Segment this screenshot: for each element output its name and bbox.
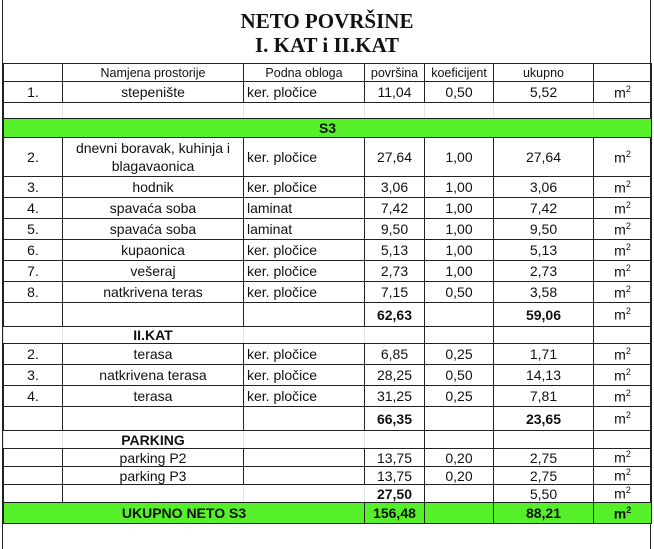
header-unit — [594, 64, 652, 82]
row-no: 8. — [4, 282, 63, 303]
section-parking-row — [4, 431, 652, 449]
row-area: 11,04 — [365, 82, 425, 103]
row-area: 13,75 — [365, 449, 425, 467]
table-row — [4, 261, 652, 282]
row-total: 14,13 — [494, 365, 594, 386]
row-unit: $m^2$ — [594, 219, 652, 240]
row-floor: ker. pločice — [244, 282, 365, 303]
row-floor: ker. pločice — [244, 386, 365, 407]
row-total: 7,42 — [494, 198, 594, 219]
row-unit: $m^2$ — [594, 261, 652, 282]
s3-sum-total: 59,06 — [494, 303, 594, 327]
row-floor: ker. pločice — [244, 344, 365, 365]
row-unit: $m^2$ — [594, 467, 652, 485]
table-row — [4, 138, 652, 177]
row-total: 2,73 — [494, 261, 594, 282]
row-total: 5,13 — [494, 240, 594, 261]
row-total: 3,06 — [494, 177, 594, 198]
grand-total-total: 88,21 — [494, 503, 594, 524]
section-s3-label: S3 — [4, 119, 652, 138]
row-name: parking P2 — [63, 449, 244, 467]
row-floor: ker. pločice — [244, 177, 365, 198]
table-row — [4, 240, 652, 261]
parking-sum-row — [4, 485, 652, 503]
row-coef: 0,50 — [425, 365, 494, 386]
section-iikat-row — [4, 327, 652, 344]
iikat-sum-unit: $m^2$ — [594, 407, 652, 431]
row-name: terasa — [63, 344, 244, 365]
header-no — [4, 64, 63, 82]
row-no: 2. — [4, 344, 63, 365]
row-total: 2,75 — [494, 449, 594, 467]
row-area: 5,13 — [365, 240, 425, 261]
row-no: 1. — [4, 82, 63, 103]
iikat-sum-total: 23,65 — [494, 407, 594, 431]
row-name: dnevni boravak, kuhinja i blagavaonica — [63, 138, 244, 177]
row-name: spavaća soba — [63, 198, 244, 219]
table-row — [4, 386, 652, 407]
row-area: 9,50 — [365, 219, 425, 240]
row-no: 7. — [4, 261, 63, 282]
row-area: 27,64 — [365, 138, 425, 177]
row-area: 28,25 — [365, 365, 425, 386]
row-unit: $m^2$ — [594, 82, 652, 103]
grand-total-area: 156,48 — [365, 503, 425, 524]
iikat-sum-row — [4, 407, 652, 431]
row-name: natkrivena terasa — [63, 365, 244, 386]
row-total: 5,52 — [494, 82, 594, 103]
row-no: 4. — [4, 198, 63, 219]
row-name: parking P3 — [63, 467, 244, 485]
row-name: natkrivena teras — [63, 282, 244, 303]
s3-sum-area: 62,63 — [365, 303, 425, 327]
parking-sum-unit: $m^2$ — [594, 485, 652, 503]
row-name: hodnik — [63, 177, 244, 198]
row-name: terasa — [63, 386, 244, 407]
row-name: spavaća soba — [63, 219, 244, 240]
row-floor — [244, 449, 365, 467]
row-coef: 1,00 — [425, 219, 494, 240]
row-total: 1,71 — [494, 344, 594, 365]
row-no: 3. — [4, 177, 63, 198]
row-coef: 1,00 — [425, 198, 494, 219]
row-unit: $m^2$ — [594, 386, 652, 407]
row-coef: 0,25 — [425, 386, 494, 407]
area-table — [3, 63, 652, 524]
table-row — [4, 365, 652, 386]
row-unit: $m^2$ — [594, 198, 652, 219]
row-area: 7,42 — [365, 198, 425, 219]
row-no: 3. — [4, 365, 63, 386]
row-area: 13,75 — [365, 467, 425, 485]
row-total: 9,50 — [494, 219, 594, 240]
row-no — [4, 467, 63, 485]
row-name: vešeraj — [63, 261, 244, 282]
row-area: 6,85 — [365, 344, 425, 365]
row-no: 6. — [4, 240, 63, 261]
row-coef: 1,00 — [425, 138, 494, 177]
row-area: 2,73 — [365, 261, 425, 282]
table-row — [4, 467, 652, 485]
parking-sum-area: 27,50 — [365, 485, 425, 503]
row-name: stepenište — [63, 82, 244, 103]
parking-sum-total: 5,50 — [494, 485, 594, 503]
section-iikat-label: II.KAT — [63, 327, 244, 344]
row-coef: 1,00 — [425, 177, 494, 198]
row-floor: ker. pločice — [244, 138, 365, 177]
row-total: 7,81 — [494, 386, 594, 407]
row-total: 3,58 — [494, 282, 594, 303]
document-title: NETO POVRŠINE — [240, 9, 414, 33]
row-floor: laminat — [244, 219, 365, 240]
table-row — [4, 282, 652, 303]
row-unit: $m^2$ — [594, 365, 652, 386]
row-floor: ker. pločice — [244, 82, 365, 103]
row-no: 4. — [4, 386, 63, 407]
grand-total-row — [4, 503, 652, 524]
s3-sum-row — [4, 303, 652, 327]
s3-sum-unit: $m^2$ — [594, 303, 652, 327]
row-coef: 0,50 — [425, 282, 494, 303]
header-ukupno: ukupno — [494, 64, 594, 82]
row-no: 2. — [4, 138, 63, 177]
row-coef: 1,00 — [425, 261, 494, 282]
table-row — [4, 82, 652, 103]
row-area: 31,25 — [365, 386, 425, 407]
blank-row — [4, 103, 652, 119]
row-unit: $m^2$ — [594, 282, 652, 303]
row-coef: 1,00 — [425, 240, 494, 261]
row-total: 27,64 — [494, 138, 594, 177]
header-povrsina: površina — [365, 64, 425, 82]
row-name: kupaonica — [63, 240, 244, 261]
row-unit: $m^2$ — [594, 449, 652, 467]
header-koeficijent: koeficijent — [425, 64, 494, 82]
table-row — [4, 449, 652, 467]
row-unit: $m^2$ — [594, 344, 652, 365]
grand-total-label: UKUPNO NETO S3 — [4, 503, 365, 524]
row-coef: 0,50 — [425, 82, 494, 103]
header-podna: Podna obloga — [244, 64, 365, 82]
table-row — [4, 177, 652, 198]
row-floor: laminat — [244, 198, 365, 219]
iikat-sum-area: 66,35 — [365, 407, 425, 431]
row-floor: ker. pločice — [244, 365, 365, 386]
row-coef: 0,20 — [425, 449, 494, 467]
table-header-row — [4, 64, 652, 82]
row-floor: ker. pločice — [244, 240, 365, 261]
row-unit: $m^2$ — [594, 240, 652, 261]
grand-total-unit: $m^2$ — [594, 503, 652, 524]
row-total: 2,75 — [494, 467, 594, 485]
section-s3-row — [4, 119, 652, 138]
row-coef: 0,20 — [425, 467, 494, 485]
table-row — [4, 219, 652, 240]
row-floor — [244, 467, 365, 485]
header-namjena: Namjena prostorije — [63, 64, 244, 82]
row-no — [4, 449, 63, 467]
row-unit: $m^2$ — [594, 138, 652, 177]
row-coef: 0,25 — [425, 344, 494, 365]
row-no: 5. — [4, 219, 63, 240]
row-floor: ker. pločice — [244, 261, 365, 282]
document-subtitle: I. KAT i II.KAT — [254, 33, 400, 57]
table-row — [4, 198, 652, 219]
row-area: 3,06 — [365, 177, 425, 198]
section-parking-label: PARKING — [63, 431, 244, 449]
row-unit: $m^2$ — [594, 177, 652, 198]
table-row — [4, 344, 652, 365]
row-area: 7,15 — [365, 282, 425, 303]
